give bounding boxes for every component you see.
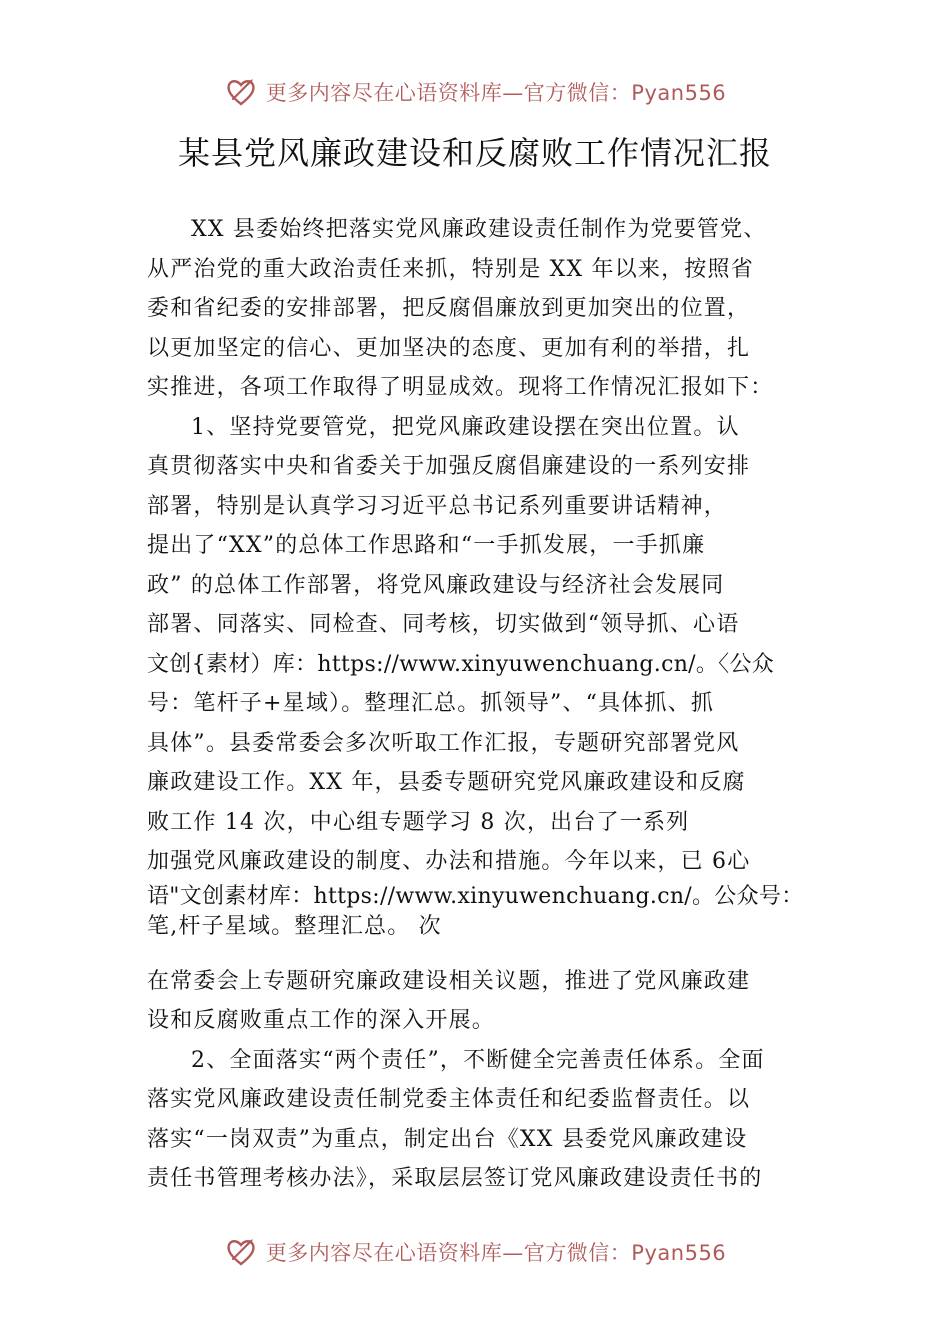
- paragraph-line: 败工作 14 次，中心组专题学习 8 次，出台了一系列: [147, 809, 690, 835]
- paragraph-line: 落实党风廉政建设责任制党委主体责任和纪委监督责任。以: [147, 1087, 751, 1112]
- watermark-text: 更多内容尽在心语资料库—官方微信：Pyan556: [265, 81, 727, 105]
- footer-watermark: [0, 1230, 950, 1274]
- paragraph-line: 设和反腐败重点工作的深入开展。: [147, 1008, 496, 1033]
- paragraph-line: 落实“一岗双责”为重点，制定出台《XX 县委党风廉政建设: [147, 1126, 748, 1152]
- heart-quill-logo-icon: [224, 1235, 258, 1269]
- paragraph-line: 加强党风廉政建设的制度、办法和措施。今年以来，已 6心: [147, 849, 751, 874]
- paragraph-line: 提出了“XX”的总体工作思路和“一手抓发展，一手抓廉: [147, 533, 706, 558]
- paragraph-line: 在常委会上专题研究廉政建设相关议题，推进了党风廉政建: [147, 968, 751, 994]
- paragraph-line: 实推进，各项工作取得了明显成效。现将工作情况汇报如下：: [147, 375, 774, 400]
- paragraph-line: 部署，特别是认真学习习近平总书记系列重要讲话精神，: [147, 493, 728, 519]
- paragraph-line: 责任书管理考核办法》，采取层层签订党风廉政建设责任书的: [147, 1166, 763, 1191]
- paragraph-line: 1、坚持党要管党，把党风廉政建设摆在突出位置。认: [191, 414, 740, 440]
- paragraph-line: 具体”。县委常委会多次听取工作汇报，专题研究部署党风: [147, 730, 740, 756]
- paragraph-line: 号：笔杆子+星域）。整理汇总。抓领导”、“具体抓、抓: [147, 691, 715, 716]
- heart-quill-logo-icon: [224, 75, 258, 109]
- paragraph-line: 委和省纪委的安排部署，把反腐倡廉放到更加突出的位置，: [147, 296, 751, 321]
- document-body: [147, 210, 847, 1199]
- paragraph-line: 语"文创素材库：https://www.xinyuwenchuang.cn/。公众号：: [147, 883, 804, 909]
- paragraph-line: 2、全面落实“两个责任”，不断健全完善责任体系。全面: [191, 1047, 765, 1073]
- paragraph-line: 笔,杆子星域。整理汇总。 次: [147, 913, 442, 939]
- paragraph-line: 真贯彻落实中央和省委关于加强反腐倡廉建设的一系列安排: [147, 454, 751, 479]
- line-gap: [147, 942, 847, 962]
- document-title: 某县党风廉政建设和反腐败工作情况汇报: [177, 134, 772, 172]
- header-watermark: [0, 70, 950, 114]
- paragraph-line: 以更加坚定的信心、更加坚决的态度、更加有利的举措，扎: [147, 335, 751, 361]
- paragraph-line: 政” 的总体工作部署，将党风廉政建设与经济社会发展同: [147, 572, 725, 598]
- paragraph-line: 文创{素材）库：https://www.xinyuwenchuang.cn/。〈公众: [147, 651, 775, 677]
- paragraph-line: 从严治党的重大政治责任来抓，特别是 XX 年以来，按照省: [147, 256, 754, 282]
- watermark-text: 更多内容尽在心语资料库—官方微信：Pyan556: [265, 1241, 727, 1265]
- paragraph-line: 廉政建设工作。XX 年，县委专题研究党风廉政建设和反腐: [147, 770, 746, 795]
- paragraph-line: 部署、同落实、同检查、同考核，切实做到“领导抓、心语: [147, 612, 740, 637]
- paragraph-line: XX 县委始终把落实党风廉政建设责任制作为党要管党、: [191, 217, 767, 242]
